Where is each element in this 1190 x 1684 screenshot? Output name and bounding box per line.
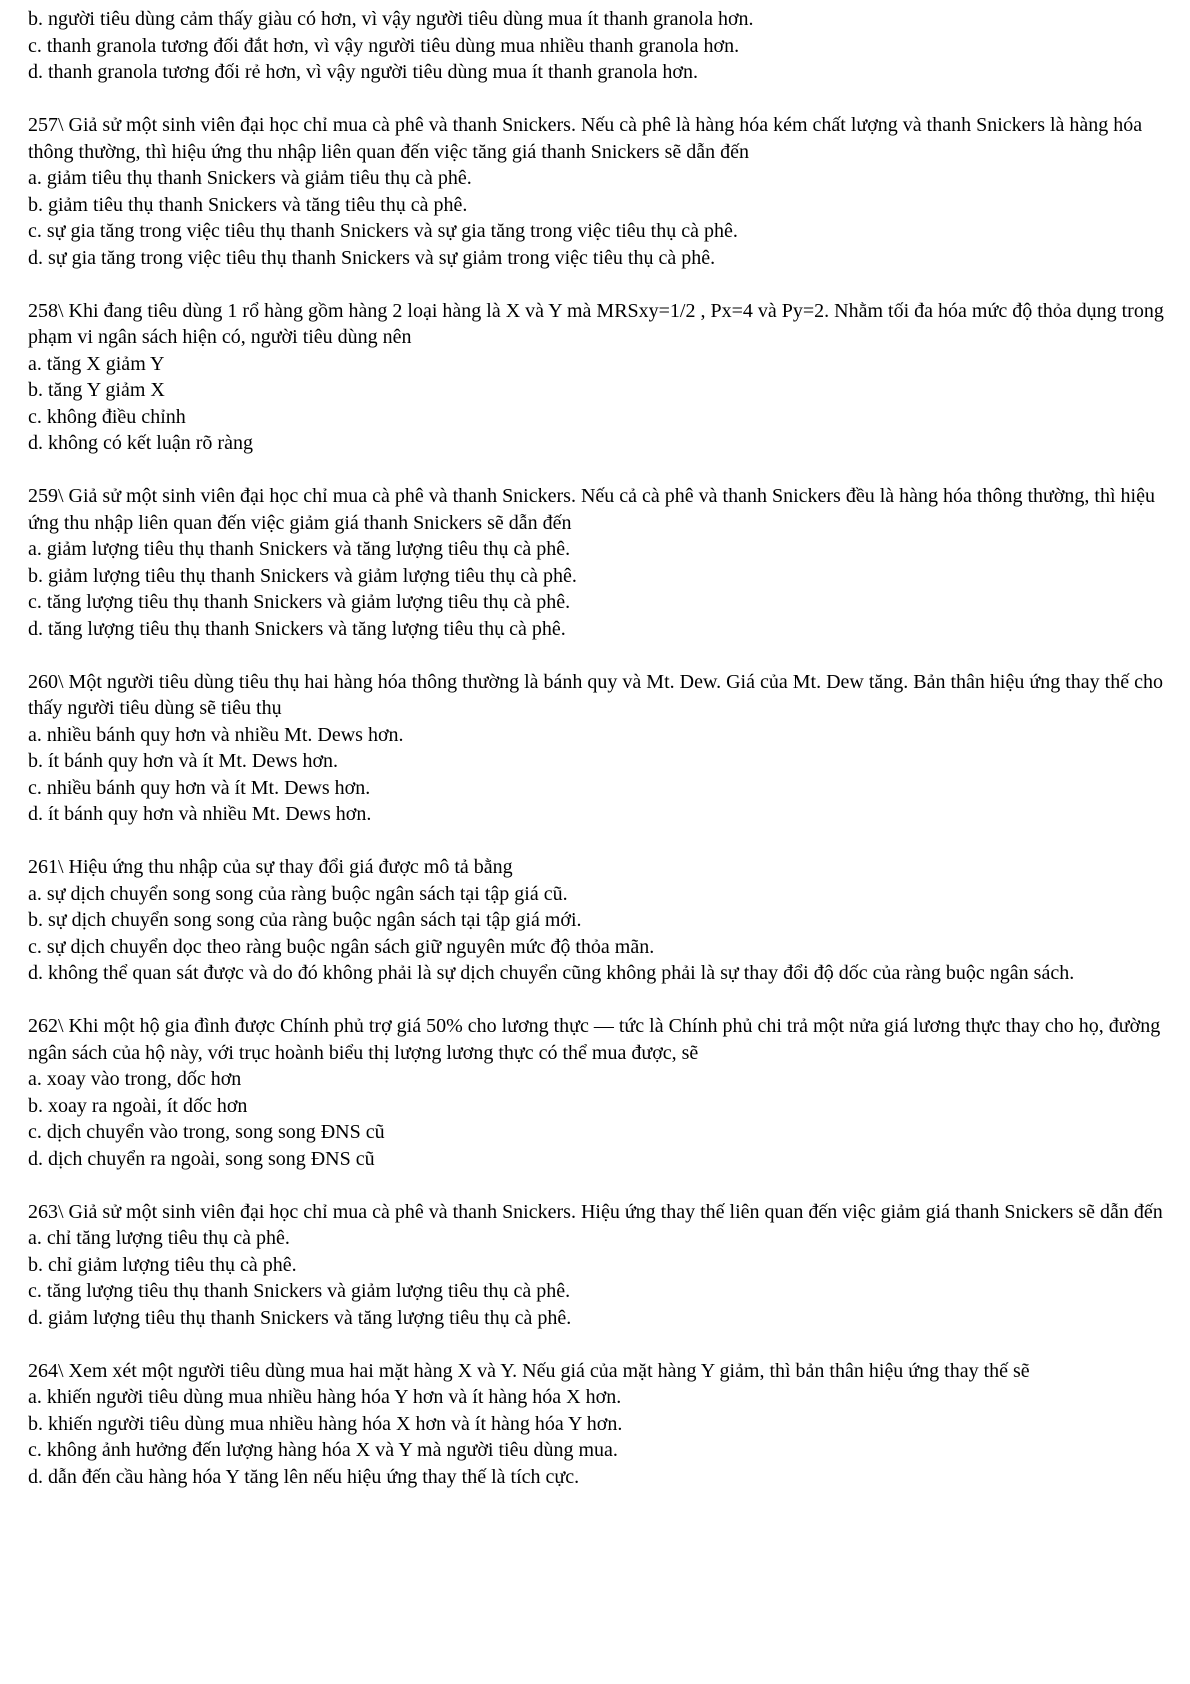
question-259 — [28, 483, 1168, 642]
answer-option-d: d. dịch chuyển ra ngoài, song song ĐNS cũ — [28, 1147, 375, 1170]
answer-option-d: d. giảm lượng tiêu thụ thanh Snickers và tăng lượng tiêu thụ cà phê. — [28, 1306, 572, 1329]
answer-option-c: c. sự gia tăng trong việc tiêu thụ thanh Snickers và sự gia tăng trong việc tiêu thụ cà phê. — [28, 220, 738, 242]
question-263 — [28, 1199, 1168, 1332]
answer-option-c: c. không điều chỉnh — [28, 405, 186, 428]
question-stem: 262\ Khi một hộ gia đình được Chính phủ trợ giá 50% cho lương thực — tức là Chính phủ chi trả một nửa giá lương thực thay cho họ, đường ngân sách của hộ này, với trục hoành biểu thị lượng lương thực có thể mua được, sẽ — [28, 1015, 1161, 1064]
answer-option-a: a. giảm tiêu thụ thanh Snickers và giảm tiêu thụ cà phê. — [28, 167, 472, 189]
question-stem: 263\ Giả sử một sinh viên đại học chỉ mua cà phê và thanh Snickers. Hiệu ứng thay thế liên quan đến việc giảm giá thanh Snickers sẽ dẫn đến — [28, 1200, 1163, 1223]
question-261 — [28, 854, 1168, 987]
answer-option-d: d. thanh granola tương đối rẻ hơn, vì vậy người tiêu dùng mua ít thanh granola hơn. — [28, 61, 698, 83]
answer-option-d: d. tăng lượng tiêu thụ thanh Snickers và tăng lượng tiêu thụ cà phê. — [28, 617, 566, 640]
question-260 — [28, 669, 1168, 828]
question-stem: 264\ Xem xét một người tiêu dùng mua hai mặt hàng X và Y. Nếu giá của mặt hàng Y giảm, thì bản thân hiệu ứng thay thế sẽ — [28, 1359, 1030, 1382]
answer-option-c: c. tăng lượng tiêu thụ thanh Snickers và giảm lượng tiêu thụ cà phê. — [28, 591, 571, 613]
question-257 — [28, 112, 1168, 271]
answer-option-b: b. ít bánh quy hơn và ít Mt. Dews hơn. — [28, 750, 339, 772]
answer-option-b: b. tăng Y giảm X — [28, 379, 165, 401]
answer-option-d: d. không thể quan sát được và do đó không phải là sự dịch chuyển cũng không phải là sự thay đổi độ dốc của ràng buộc ngân sách. — [28, 962, 1075, 984]
answer-option-c: c. thanh granola tương đối đắt hơn, vì vậy người tiêu dùng mua nhiều thanh granola hơn. — [28, 34, 740, 57]
answer-option-b: b. giảm lượng tiêu thụ thanh Snickers và giảm lượng tiêu thụ cà phê. — [28, 564, 577, 587]
answer-option-a: a. giảm lượng tiêu thụ thanh Snickers và tăng lượng tiêu thụ cà phê. — [28, 538, 571, 560]
answer-option-a: a. khiến người tiêu dùng mua nhiều hàng hóa Y hơn và ít hàng hóa X hơn. — [28, 1386, 622, 1408]
answer-option-b: b. khiến người tiêu dùng mua nhiều hàng hóa X hơn và ít hàng hóa Y hơn. — [28, 1412, 623, 1435]
question-264 — [28, 1358, 1168, 1491]
answer-option-c: c. sự dịch chuyển dọc theo ràng buộc ngân sách giữ nguyên mức độ thỏa mãn. — [28, 935, 655, 958]
question-stem: 258\ Khi đang tiêu dùng 1 rổ hàng gồm hàng 2 loại hàng là X và Y mà MRSxy=1/2 , Px=4 và Py=2. Nhằm tối đa hóa mức độ thỏa dụng trong phạm vi ngân sách hiện có, người tiêu dùng nên — [28, 299, 1164, 348]
question-262 — [28, 1013, 1168, 1172]
answer-option-d: d. sự gia tăng trong việc tiêu thụ thanh Snickers và sự giảm trong việc tiêu thụ cà phê. — [28, 246, 716, 269]
answer-option-c: c. không ảnh hưởng đến lượng hàng hóa X và Y mà người tiêu dùng mua. — [28, 1439, 618, 1461]
question-stem: 261\ Hiệu ứng thu nhập của sự thay đổi giá được mô tả bằng — [28, 856, 513, 878]
answer-option-c: c. tăng lượng tiêu thụ thanh Snickers và giảm lượng tiêu thụ cà phê. — [28, 1280, 571, 1302]
question-256-continued — [28, 6, 1168, 86]
answer-option-b: b. giảm tiêu thụ thanh Snickers và tăng tiêu thụ cà phê. — [28, 193, 468, 216]
answer-option-b: b. xoay ra ngoài, ít dốc hơn — [28, 1094, 248, 1117]
answer-option-a: a. chỉ tăng lượng tiêu thụ cà phê. — [28, 1227, 290, 1249]
answer-option-a: a. sự dịch chuyển song song của ràng buộc ngân sách tại tập giá cũ. — [28, 882, 568, 905]
answer-option-c: c. nhiều bánh quy hơn và ít Mt. Dews hơn. — [28, 776, 371, 799]
question-stem: 257\ Giả sử một sinh viên đại học chỉ mua cà phê và thanh Snickers. Nếu cà phê là hàng hóa kém chất lượng và thanh Snickers là hàng hóa thông thường, thì hiệu ứng thu nhập liên quan đến việc tăng giá thanh Snickers sẽ dẫn đến — [28, 114, 1143, 163]
answer-option-b: b. chỉ giảm lượng tiêu thụ cà phê. — [28, 1253, 297, 1276]
question-258 — [28, 298, 1168, 457]
document-page — [28, 6, 1168, 1517]
answer-option-a: a. xoay vào trong, dốc hơn — [28, 1068, 242, 1090]
answer-option-d: d. không có kết luận rõ ràng — [28, 432, 253, 454]
answer-option-b: b. người tiêu dùng cảm thấy giàu có hơn, vì vậy người tiêu dùng mua ít thanh granola hơn. — [28, 8, 754, 30]
answer-option-d: d. dẫn đến cầu hàng hóa Y tăng lên nếu hiệu ứng thay thế là tích cực. — [28, 1465, 580, 1488]
answer-option-c: c. dịch chuyển vào trong, song song ĐNS cũ — [28, 1121, 385, 1143]
answer-option-d: d. ít bánh quy hơn và nhiều Mt. Dews hơn. — [28, 803, 372, 825]
answer-option-b: b. sự dịch chuyển song song của ràng buộc ngân sách tại tập giá mới. — [28, 909, 582, 931]
answer-option-a: a. tăng X giảm Y — [28, 352, 165, 375]
question-stem: 259\ Giả sử một sinh viên đại học chỉ mua cà phê và thanh Snickers. Nếu cả cà phê và thanh Snickers đều là hàng hóa thông thường, thì hiệu ứng thu nhập liên quan đến việc giảm giá thanh Snickers sẽ dẫn đến — [28, 485, 1155, 534]
answer-option-a: a. nhiều bánh quy hơn và nhiều Mt. Dews hơn. — [28, 723, 404, 746]
question-stem: 260\ Một người tiêu dùng tiêu thụ hai hàng hóa thông thường là bánh quy và Mt. Dew. Giá của Mt. Dew tăng. Bản thân hiệu ứng thay thế cho thấy người tiêu dùng sẽ tiêu thụ — [28, 670, 1163, 719]
